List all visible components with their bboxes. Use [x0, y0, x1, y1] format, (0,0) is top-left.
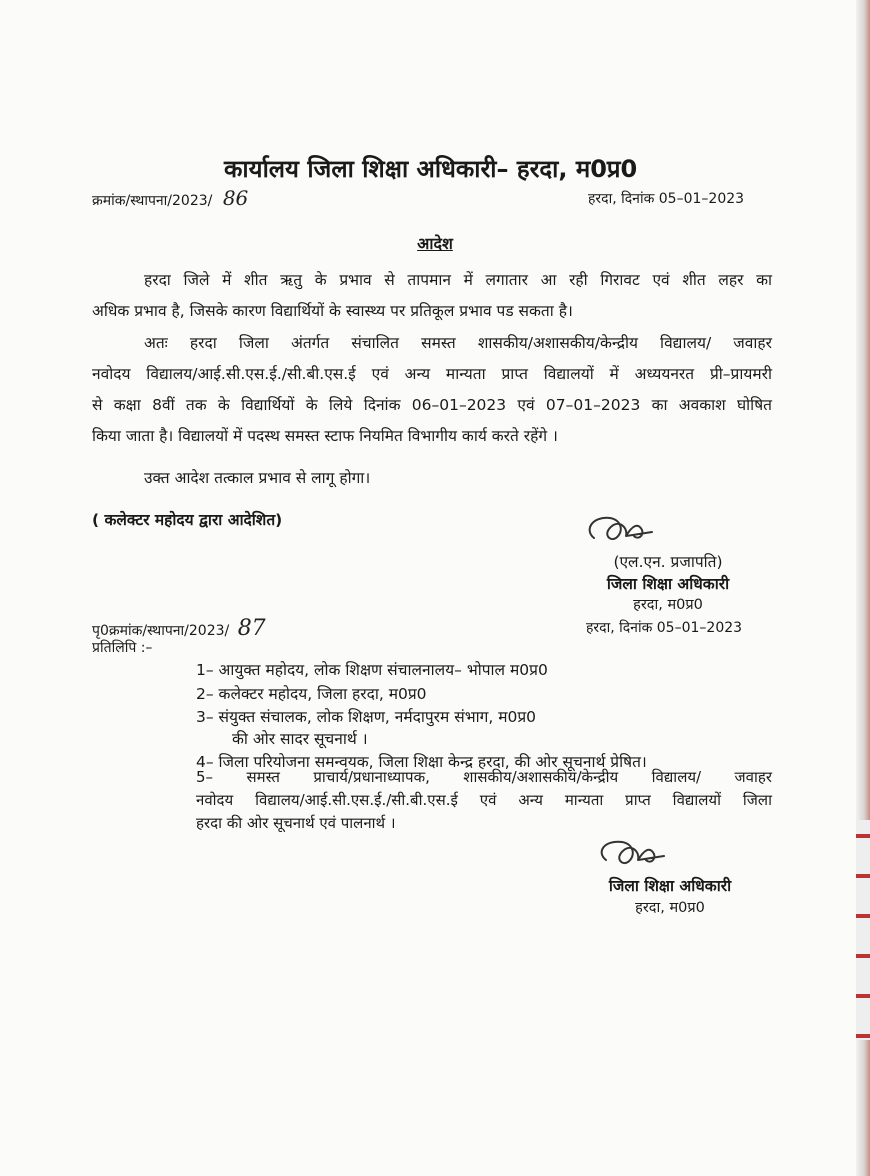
collector-note: ( कलेक्टर महोदय द्वारा आदेशित) [92, 511, 283, 529]
order-heading [0, 232, 870, 254]
copy-item-1: 1– आयुक्त महोदय, लोक शिक्षण संचालनालय– भोपाल म0प्र0 [196, 661, 548, 679]
paragraph-1-line-2: अधिक प्रभाव है, जिसके कारण विद्यार्थियों के स्वास्थ्य पर प्रतिकूल प्रभाव पड सकता है। [92, 302, 573, 320]
copy-item-5-line-2: नवोदय विद्यालय/आई.सी.एस.ई./सी.बी.एस.ई एवं अन्य मान्यता प्राप्त विद्यालयों जिला [196, 791, 772, 809]
paragraph-2 [92, 328, 772, 452]
order-heading-text: आदेश [417, 234, 453, 253]
signatory-name: (एल.एन. प्रजापति) [613, 553, 723, 571]
signatory-bottom-designation: जिला शिक्षा अधिकारी [608, 877, 732, 895]
office-title: कार्यालय जिला शिक्षा अधिकारी– हरदा, म0प्र0 [224, 155, 638, 183]
reference-handwritten-number: 86 [222, 186, 249, 210]
reference-2-handwritten-number: 87 [237, 616, 266, 641]
copy-item-2: 2– कलेक्टर महोदय, जिला हरदा, म0प्र0 [196, 685, 427, 703]
reference-2-label: पृ0क्रमांक/स्थापना/2023/ [92, 623, 230, 639]
signature-bottom [592, 832, 672, 876]
paragraph-2-line-4: किया जाता है। विद्यालयों में पदस्थ समस्त स्टाफ नियमित विभागीय कार्य करते रहेंगे । [92, 427, 558, 445]
paragraph-2-line-2: नवोदय विद्यालय/आई.सी.एस.ई./सी.बी.एस.ई एवं अन्य मान्यता प्राप्त विद्यालयों में अध्ययनरत प्री–प्रायमरी [92, 365, 772, 383]
copy-item-4: 4– जिला परियोजना समन्वयक, जिला शिक्षा केन्द्र हरदा, की ओर सूचनार्थ प्रेषित। [196, 753, 647, 771]
paragraph-2-line-3: से कक्षा 8वीं तक के विद्यार्थियों के लिये दिनांक 06–01–2023 एवं 07–01–2023 का अवकाश घोषित [92, 396, 772, 414]
signatory-designation: जिला शिक्षा अधिकारी [606, 575, 730, 593]
background-paper-strip [856, 820, 870, 1040]
copy-item-3-continued: की ओर सादर सूचनार्थ । [232, 730, 368, 748]
copy-item-5-line-1: 5– समस्त प्राचार्य/प्रधानाध्यापक, शासकीय/अशासकीय/केन्द्रीय विद्यालय/ जवाहर [196, 768, 772, 786]
paragraph-3: उक्त आदेश तत्काल प्रभाव से लागू होगा। [144, 469, 371, 487]
place-date-bottom: हरदा, दिनांक 05–01–2023 [586, 620, 743, 636]
reference-number [92, 186, 248, 210]
signatory-bottom-place: हरदा, म0प्र0 [635, 900, 705, 916]
paragraph-1 [92, 265, 772, 327]
paragraph-1-line-1: हरदा जिले में शीत ऋतु के प्रभाव से तापमान में लगातार आ रही गिरावट एवं शीत लहर का [144, 271, 772, 289]
copy-item-5 [196, 766, 772, 835]
reference-label: क्रमांक/स्थापना/2023/ [92, 193, 213, 209]
copy-item-5-line-3: हरदा की ओर सूचनार्थ एवं पालनार्थ । [196, 814, 396, 832]
copy-item-3: 3– संयुक्त संचालक, लोक शिक्षण, नर्मदापुरम संभाग, म0प्र0 [196, 708, 536, 726]
copy-label: प्रतिलिपि :– [92, 640, 153, 656]
paragraph-2-line-1: अतः हरदा जिला अंतर्गत संचालित समस्त शासकीय/अशासकीय/केन्द्रीय विद्यालय/ जवाहर [144, 334, 772, 352]
signatory-place: हरदा, म0प्र0 [633, 597, 703, 613]
signature-top [582, 508, 662, 552]
place-date-top: हरदा, दिनांक 05–01–2023 [588, 191, 745, 207]
